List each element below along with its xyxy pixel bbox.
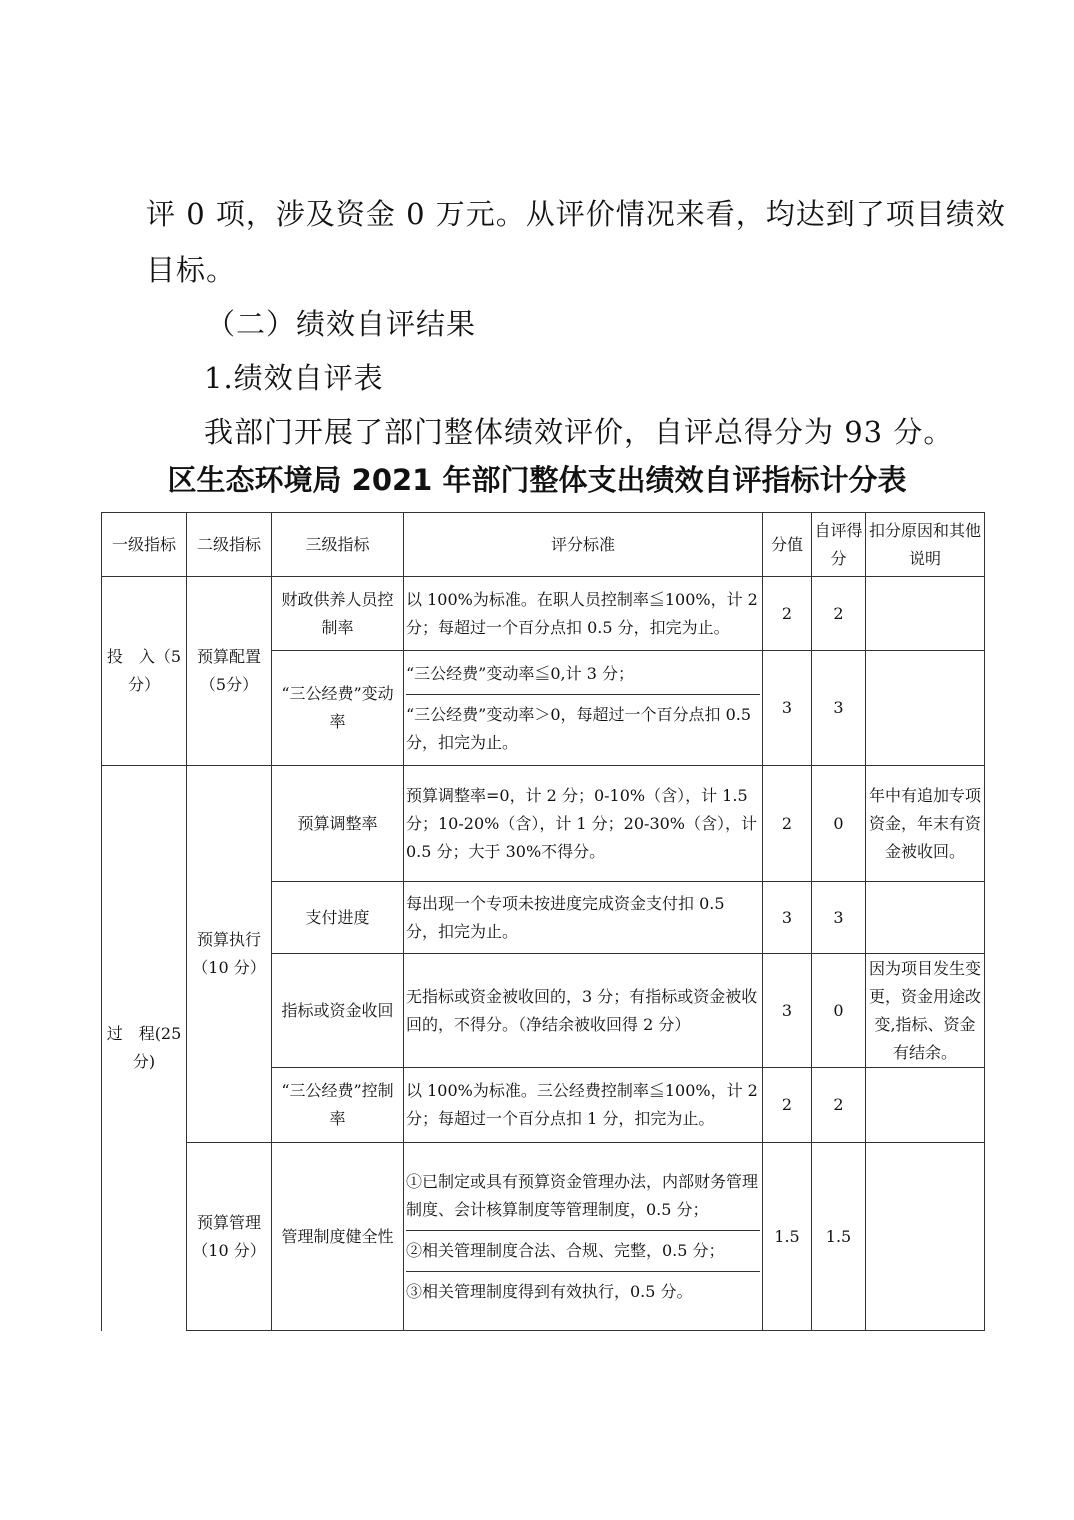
value-sangong-change: 3: [763, 651, 812, 766]
sub-heading: 1.绩效自评表: [204, 361, 384, 395]
summary-paragraph: 我部门开展了部门整体绩效评价，自评总得分为 93 分。: [204, 415, 954, 449]
level1-input: 投 入（5分）: [102, 577, 187, 766]
value-budget-adjust: 2: [763, 766, 812, 882]
header-self-score: 自评得分: [812, 513, 866, 577]
header-level3: 三级指标: [272, 513, 404, 577]
header-value: 分值: [763, 513, 812, 577]
score-table: [101, 512, 985, 1331]
criteria-mgmt-1: ①已制定或具有预算资金管理办法，内部财务管理制度、会计核算制度等管理制度，0.5 分；: [406, 1171, 759, 1219]
criteria-mgmt-system: [404, 1143, 763, 1331]
value-staff-control: 2: [763, 577, 812, 651]
note-mgmt-system: [866, 1143, 985, 1331]
level2-budget-config: 预算配置（5分）: [187, 577, 272, 766]
body-line-2: 目标。: [146, 253, 237, 287]
score-budget-adjust: 0: [812, 766, 866, 882]
score-staff-control: 2: [812, 577, 866, 651]
level3-sangong-ctrl: “三公经费”控制率: [272, 1068, 404, 1143]
score-sangong-ctrl: 2: [812, 1068, 866, 1143]
level3-budget-adjust: 预算调整率: [272, 766, 404, 882]
table-title: 区生态环境局 2021 年部门整体支出绩效自评指标计分表: [167, 463, 907, 497]
note-sangong-ctrl: [866, 1068, 985, 1143]
level3-sangong-change: “三公经费”变动率: [272, 651, 404, 766]
note-budget-adjust: 年中有追加专项资金，年末有资金被收回。: [866, 766, 985, 882]
table-row: [102, 766, 985, 882]
criteria-mgmt-2: ②相关管理制度合法、合规、完整，0.5 分；: [406, 1230, 760, 1271]
note-sangong-change: [866, 651, 985, 766]
table-row: [102, 1143, 985, 1331]
criteria-sangong-change-a: “三公经费”变动率≦0,计 3 分；: [406, 663, 634, 683]
section-heading: （二）绩效自评结果: [206, 307, 477, 341]
level3-mgmt-system: 管理制度健全性: [272, 1143, 404, 1331]
criteria-budget-adjust: 预算调整率=0，计 2 分；0-10%（含），计 1.5 分；10-20%（含），计 1 分；20-30%（含），计 0.5 分；大于 30%不得分。: [404, 766, 763, 882]
level3-staff-control: 财政供养人员控制率: [272, 577, 404, 651]
value-recall: 3: [763, 954, 812, 1068]
criteria-pay-progress: 每出现一个专项未按进度完成资金支付扣 0.5 分，扣完为止。: [404, 882, 763, 954]
score-mgmt-system: 1.5: [812, 1143, 866, 1331]
note-recall: 因为项目发生变更，资金用途改变,指标、资金有结余。: [866, 954, 985, 1068]
level2-budget-exec: 预算执行（10 分）: [187, 766, 272, 1143]
header-level1: 一级指标: [102, 513, 187, 577]
score-sangong-change: 3: [812, 651, 866, 766]
header-criteria: 评分标准: [404, 513, 763, 577]
criteria-recall: 无指标或资金被收回的，3 分；有指标或资金被收回的，不得分。（净结余被收回得 2 分）: [404, 954, 763, 1068]
level3-pay-progress: 支付进度: [272, 882, 404, 954]
level2-budget-mgmt: 预算管理（10 分）: [187, 1143, 272, 1331]
criteria-mgmt-3: ③相关管理制度得到有效执行，0.5 分。: [406, 1271, 760, 1312]
table-header-row: [102, 513, 985, 577]
body-line-1: 评 0 项，涉及资金 0 万元。从评价情况来看，均达到了项目绩效: [146, 197, 1006, 231]
value-sangong-ctrl: 2: [763, 1068, 812, 1143]
value-pay-progress: 3: [763, 882, 812, 954]
score-recall: 0: [812, 954, 866, 1068]
note-pay-progress: [866, 882, 985, 954]
value-mgmt-system: 1.5: [763, 1143, 812, 1331]
criteria-sangong-change: [404, 651, 763, 766]
score-pay-progress: 3: [812, 882, 866, 954]
header-level2: 二级指标: [187, 513, 272, 577]
table-row: [102, 577, 985, 651]
note-staff-control: [866, 577, 985, 651]
criteria-sangong-ctrl: 以 100%为标准。三公经费控制率≦100%，计 2 分；每超过一个百分点扣 1 分，扣完为止。: [404, 1068, 763, 1143]
level3-recall: 指标或资金收回: [272, 954, 404, 1068]
criteria-sangong-change-b: “三公经费”变动率＞0，每超过一个百分点扣 0.5 分，扣完为止。: [406, 694, 760, 763]
criteria-staff-control: 以 100%为标准。在职人员控制率≦100%，计 2 分；每超过一个百分点扣 0.5 分，扣完为止。: [404, 577, 763, 651]
header-note: 扣分原因和其他说明: [866, 513, 985, 577]
level1-process: 过 程(25分): [102, 766, 187, 1331]
